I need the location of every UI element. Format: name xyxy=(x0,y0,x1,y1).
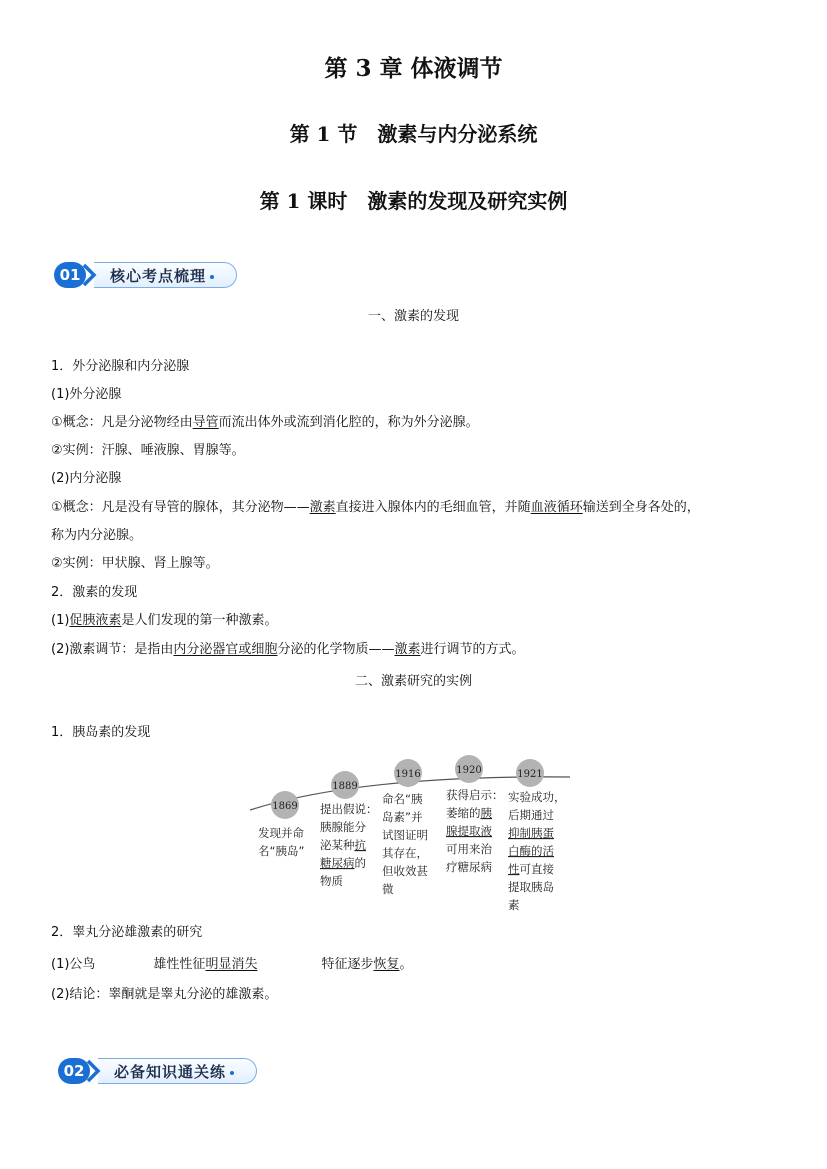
insulin-timeline xyxy=(250,755,580,915)
svg-text:萎缩的胰: 萎缩的胰 xyxy=(446,806,492,820)
svg-text:后期通过: 后期通过 xyxy=(508,808,554,822)
timeline-node-1921 xyxy=(508,759,566,912)
section-title: 第 1 节 激素与内分泌系统 xyxy=(289,122,538,146)
chapter-title: 第 3 章 体液调节 xyxy=(324,55,503,82)
svg-text:胰腺能分: 胰腺能分 xyxy=(320,820,366,834)
text-line: (2)内分泌腺 xyxy=(51,471,122,486)
part2-heading: 二、激素研究的实例 xyxy=(354,674,472,689)
banner-number: 02 xyxy=(58,1058,90,1084)
chevron-right-icon xyxy=(82,262,98,288)
svg-text:糖尿病的: 糖尿病的 xyxy=(320,856,366,870)
svg-text:但收效甚: 但收效甚 xyxy=(382,864,428,878)
svg-text:泌某种抗: 泌某种抗 xyxy=(320,838,366,852)
text-line: 称为内分泌腺。 xyxy=(51,528,143,543)
svg-text:可用来治: 可用来治 xyxy=(446,842,492,856)
timeline-node-1920 xyxy=(446,755,504,874)
svg-text:白酶的活: 白酶的活 xyxy=(508,844,554,858)
svg-text:微: 微 xyxy=(382,882,394,896)
banner-label: 核心考点梳理 xyxy=(110,265,214,286)
text-line: ①概念：凡是没有导管的腺体，其分泌物——激素直接进入腺体内的毛细血管，并随血液循环输送到全身各处的， xyxy=(51,500,700,515)
text-line: (2)结论：睾酮就是睾丸分泌的雄激素。 xyxy=(51,987,278,1002)
svg-text:其存在，: 其存在， xyxy=(382,846,428,860)
svg-text:1920: 1920 xyxy=(456,765,482,776)
banner-label: 必备知识通关练 xyxy=(114,1061,234,1082)
text-line: (2)激素调节：是指由内分泌器官或细胞分泌的化学物质——激素进行调节的方式。 xyxy=(51,642,525,657)
text-line: ①概念：凡是分泌物经由导管而流出体外或流到消化腔的，称为外分泌腺。 xyxy=(51,415,479,430)
svg-text:实验成功，: 实验成功， xyxy=(508,790,566,804)
svg-text:试图证明: 试图证明 xyxy=(382,828,428,842)
text-line: ②实例：汗腺、唾液腺、胃腺等。 xyxy=(51,443,245,458)
svg-text:物质: 物质 xyxy=(320,874,343,888)
svg-text:1869: 1869 xyxy=(272,801,298,812)
svg-text:获得启示：: 获得启示： xyxy=(446,788,504,802)
svg-text:腺提取液: 腺提取液 xyxy=(446,824,492,838)
timeline-node-1889 xyxy=(320,771,378,888)
svg-text:疗糖尿病: 疗糖尿病 xyxy=(446,860,492,874)
banner-number: 01 xyxy=(54,262,86,288)
svg-text:抑制胰蛋: 抑制胰蛋 xyxy=(508,826,554,840)
part1-heading: 一、激素的发现 xyxy=(367,309,459,324)
text-line: 1．胰岛素的发现 xyxy=(51,725,151,740)
text-line: 2．激素的发现 xyxy=(51,585,138,600)
timeline-node-1916 xyxy=(382,759,428,896)
svg-text:发现并命: 发现并命 xyxy=(258,826,304,840)
svg-text:性可直接: 性可直接 xyxy=(508,862,554,876)
svg-text:1916: 1916 xyxy=(395,769,421,780)
svg-text:1889: 1889 xyxy=(332,781,358,792)
text-line: (1)外分泌腺 xyxy=(51,387,122,402)
svg-text:命名“胰: 命名“胰 xyxy=(382,792,423,806)
chevron-right-icon xyxy=(86,1058,102,1084)
text-line: (1)公鸟 雄性性征明显消失 特征逐步恢复。 xyxy=(51,957,413,972)
svg-text:名“胰岛”: 名“胰岛” xyxy=(258,844,305,858)
text-line: (1)促胰液素是人们发现的第一种激素。 xyxy=(51,613,278,628)
timeline-node-1869 xyxy=(258,791,304,858)
text-line: ②实例：甲状腺、肾上腺等。 xyxy=(51,556,219,571)
text-line: 2．睾丸分泌雄激素的研究 xyxy=(51,925,203,940)
svg-text:1921: 1921 xyxy=(517,769,543,780)
svg-text:提出假说：: 提出假说： xyxy=(320,802,378,816)
dot-icon xyxy=(230,1071,234,1075)
lesson-title: 第 1 课时 激素的发现及研究实例 xyxy=(259,189,568,213)
text-line: 1．外分泌腺和内分泌腺 xyxy=(51,359,190,374)
svg-text:提取胰岛: 提取胰岛 xyxy=(508,880,554,894)
svg-text:岛素”并: 岛素”并 xyxy=(382,810,423,824)
dot-icon xyxy=(210,275,214,279)
svg-text:素: 素 xyxy=(508,898,520,912)
